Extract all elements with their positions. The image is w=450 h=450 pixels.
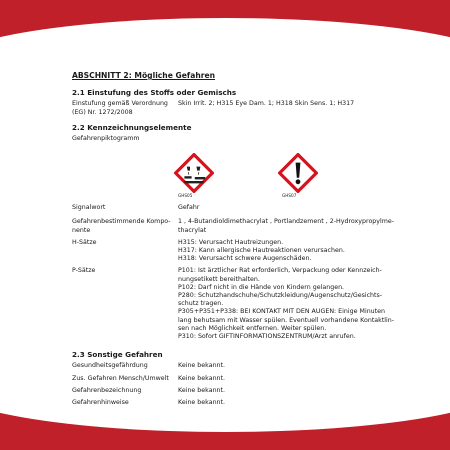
p-statement-line: P280: Schutzhandschuhe/Schutzkleidung/Augenschutz/Gesichts-: [178, 292, 383, 300]
other-hazards-row: [72, 362, 402, 370]
other-hazards-label: Gefahrenbezeichnung: [72, 386, 142, 394]
components-value-line: 1 , 4-Butandioldimethacrylat , Portlandzement , 2-Hydroxypropylme-: [178, 218, 395, 226]
pictogram-ghs07: [278, 153, 328, 198]
p-statement-line: lang behutsam mit Wasser spülen. Eventuell vorhandene Kontaktlin-: [178, 316, 395, 324]
subsection-2-3-title: 2.3 Sonstige Gefahren: [72, 350, 163, 360]
other-hazards-row: [72, 399, 402, 407]
other-hazards-value: Keine bekannt.: [178, 374, 226, 382]
corrosion-icon: [174, 153, 214, 193]
pictogram-spacer: [70, 153, 174, 198]
subsection-2-1-title: 2.1 Einstufung des Stoffs oder Gemischs: [72, 88, 237, 98]
classification-label-line: Einstufung gemäß Verordnung: [72, 100, 168, 108]
p-statement-line: P101: Ist ärztlicher Rat erforderlich, Verpackung oder Kennzeich-: [178, 267, 382, 275]
other-hazards-row: [72, 375, 402, 383]
components-label-line: Gefahrenbestimmende Kompo-: [72, 218, 171, 226]
p-statements-value: [178, 267, 402, 341]
signal-word-row: [72, 204, 402, 212]
exclamation-mark-icon: [278, 153, 318, 193]
other-hazards-value: Keine bekannt.: [178, 399, 226, 407]
components-value-line: thacrylat: [178, 226, 207, 234]
p-statement-line: P310: Sofort GIFTINFORMATIONSZENTRUM/Arzt anrufen.: [178, 333, 356, 341]
other-hazards-label: Zus. Gefahren Mensch/Umwelt: [72, 374, 169, 382]
components-row: [72, 218, 402, 234]
other-hazards-label: Gefahrenhinweise: [72, 399, 129, 407]
classification-label-line: (EG) Nr. 1272/2008: [72, 108, 133, 116]
pictogram-area: [70, 153, 402, 198]
section-title: ABSCHNITT 2: Mögliche Gefahren: [72, 71, 216, 80]
h-statement: H317: Kann allergische Hautreaktionen verursachen.: [178, 247, 345, 255]
h-statement: H318: Verursacht schwere Augenschäden.: [178, 255, 312, 263]
pictogram-label: Gefahrenpiktogramm: [72, 135, 140, 143]
subsection-2-2-title: 2.2 Kennzeichnungselemente: [72, 122, 192, 132]
classification-value: Skin Irrit. 2; H315 Eye Dam. 1; H318 Skin Sens. 1; H317: [178, 100, 355, 108]
h-statements-row: [72, 239, 402, 264]
other-hazards-value: Keine bekannt.: [178, 386, 226, 394]
document-content: [72, 72, 402, 411]
p-statement-line: nungsetikett bereithalten.: [178, 275, 260, 283]
signal-word-value: Gefahr: [178, 204, 200, 212]
p-statements-label: P-Sätze: [72, 267, 96, 275]
components-value: [178, 218, 402, 234]
components-label-line: nente: [72, 226, 91, 234]
components-label: [72, 218, 178, 234]
p-statement-line: P102: Darf nicht in die Hände von Kindern gelangen.: [178, 283, 345, 291]
p-statements-row: [72, 267, 402, 341]
h-statements-value: [178, 239, 402, 264]
other-hazards-row: [72, 387, 402, 395]
p-statement-line: P305+P351+P338: BEI KONTAKT MIT DEN AUGEN: Einige Minuten: [178, 308, 386, 316]
signal-word-label: Signalwort: [72, 204, 106, 212]
p-statement-line: schutz tragen.: [178, 300, 224, 308]
h-statements-label: H-Sätze: [72, 238, 97, 246]
other-hazards-value: Keine bekannt.: [178, 362, 226, 370]
classification-row: [72, 100, 402, 116]
pictogram-code: GHS07: [282, 193, 297, 199]
other-hazards-label: Gesundheitsgefährdung: [72, 362, 148, 370]
p-statement-line: sen nach Möglichkeit entfernen. Weiter spülen.: [178, 324, 327, 332]
pictogram-ghs05: [174, 153, 224, 198]
pictogram-code: GHS05: [178, 193, 193, 199]
h-statement: H315: Verursacht Hautreizungen.: [178, 238, 284, 246]
classification-label: [72, 100, 178, 116]
pictogram-row: [72, 135, 402, 143]
